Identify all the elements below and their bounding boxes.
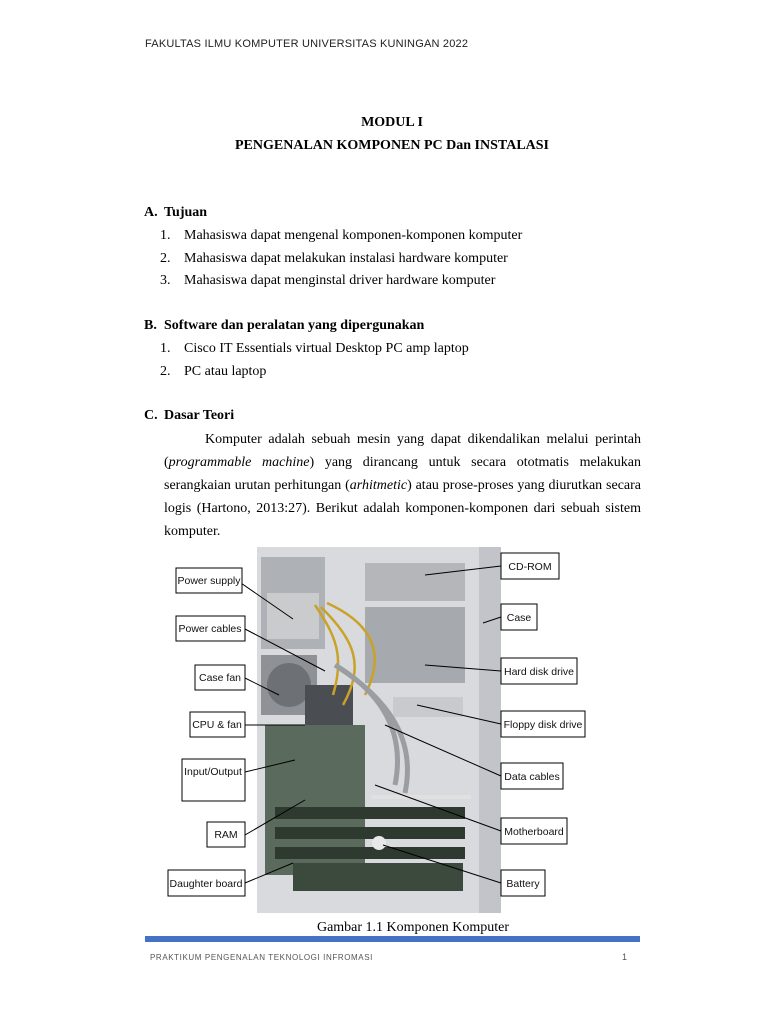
section-b-title: Software dan peralatan yang dipergunakan bbox=[164, 318, 425, 333]
footer-rule bbox=[145, 936, 640, 942]
theory-paragraph bbox=[164, 428, 641, 543]
tools-list bbox=[160, 338, 469, 383]
para-text: ) atau prose-proses yang diurutkan secara logis (Hartono, 2013:27). Berikut adalah komponen-komponen dari sebuah sistem komputer. bbox=[164, 478, 641, 539]
list-item bbox=[160, 361, 469, 384]
callout-power-supply: Power supply bbox=[177, 575, 241, 587]
objectives-list bbox=[160, 225, 522, 293]
list-item bbox=[160, 248, 522, 271]
left-callouts bbox=[168, 568, 245, 896]
para-italic: programmable machine bbox=[168, 455, 310, 470]
item-text: Cisco IT Essentials virtual Desktop PC amp laptop bbox=[184, 341, 469, 356]
section-c-title: Dasar Teori bbox=[164, 408, 235, 423]
computer-components-figure bbox=[165, 545, 601, 917]
section-c-letter: C. bbox=[144, 408, 158, 423]
right-callouts bbox=[501, 553, 585, 896]
module-title: MODUL I bbox=[361, 115, 423, 130]
list-item bbox=[160, 338, 469, 361]
callout-cpu-fan: CPU & fan bbox=[192, 719, 242, 731]
item-text: Mahasiswa dapat melakukan instalasi hardware komputer bbox=[184, 250, 508, 266]
para-italic: arhitmetic bbox=[349, 478, 408, 493]
callout-case: Case bbox=[506, 612, 532, 624]
callout-ram: RAM bbox=[214, 829, 238, 841]
callout-floppy-disk-drive: Floppy disk drive bbox=[503, 719, 583, 731]
figure-caption: Gambar 1.1 Komponen Komputer bbox=[316, 920, 510, 935]
item-number: 1. bbox=[160, 228, 171, 243]
callout-input-output: Input/Output bbox=[184, 766, 242, 778]
section-b-letter: B. bbox=[144, 318, 157, 333]
module-subtitle: PENGENALAN KOMPONEN PC Dan INSTALASI bbox=[235, 138, 549, 153]
section-c-heading bbox=[144, 408, 234, 424]
item-number: 2. bbox=[160, 250, 171, 266]
callout-case-fan: Case fan bbox=[198, 672, 242, 684]
callout-hard-disk-drive: Hard disk drive bbox=[503, 666, 575, 678]
callout-motherboard: Motherboard bbox=[504, 826, 564, 838]
item-text: Mahasiswa dapat mengenal komponen-komponen komputer bbox=[184, 228, 523, 243]
callout-data-cables: Data cables bbox=[504, 771, 560, 783]
callout-power-cables: Power cables bbox=[178, 623, 242, 635]
item-number: 2. bbox=[160, 363, 171, 379]
para-text: Komputer adalah sebuah mesin yang dapat dikendalikan melalui perintah ( bbox=[164, 432, 641, 470]
item-text: Mahasiswa dapat menginstal driver hardware komputer bbox=[184, 273, 496, 288]
page-number: 1 bbox=[622, 952, 628, 962]
computer-case-photo bbox=[257, 547, 501, 913]
section-a-title: Tujuan bbox=[164, 205, 208, 220]
footer-title: PRAKTIKUM PENGENALAN TEKNOLOGI INFROMASI bbox=[150, 953, 373, 962]
section-b-heading bbox=[144, 318, 424, 334]
section-a-letter: A. bbox=[144, 205, 158, 220]
section-a-heading bbox=[144, 205, 207, 221]
page-header: FAKULTAS ILMU KOMPUTER UNIVERSITAS KUNINGAN 2022 bbox=[145, 38, 469, 50]
callout-battery: Battery bbox=[506, 878, 540, 890]
item-number: 1. bbox=[160, 341, 171, 356]
callout-daughter-board: Daughter board bbox=[169, 878, 243, 890]
para-text: ) yang dirancang untuk secara ototmatis melakukan serangkaian urutan perhitungan ( bbox=[164, 455, 641, 493]
list-item bbox=[160, 270, 522, 293]
item-number: 3. bbox=[160, 273, 171, 288]
item-text: PC atau laptop bbox=[184, 363, 267, 379]
list-item bbox=[160, 225, 522, 248]
callout-cd-rom: CD-ROM bbox=[508, 561, 552, 573]
